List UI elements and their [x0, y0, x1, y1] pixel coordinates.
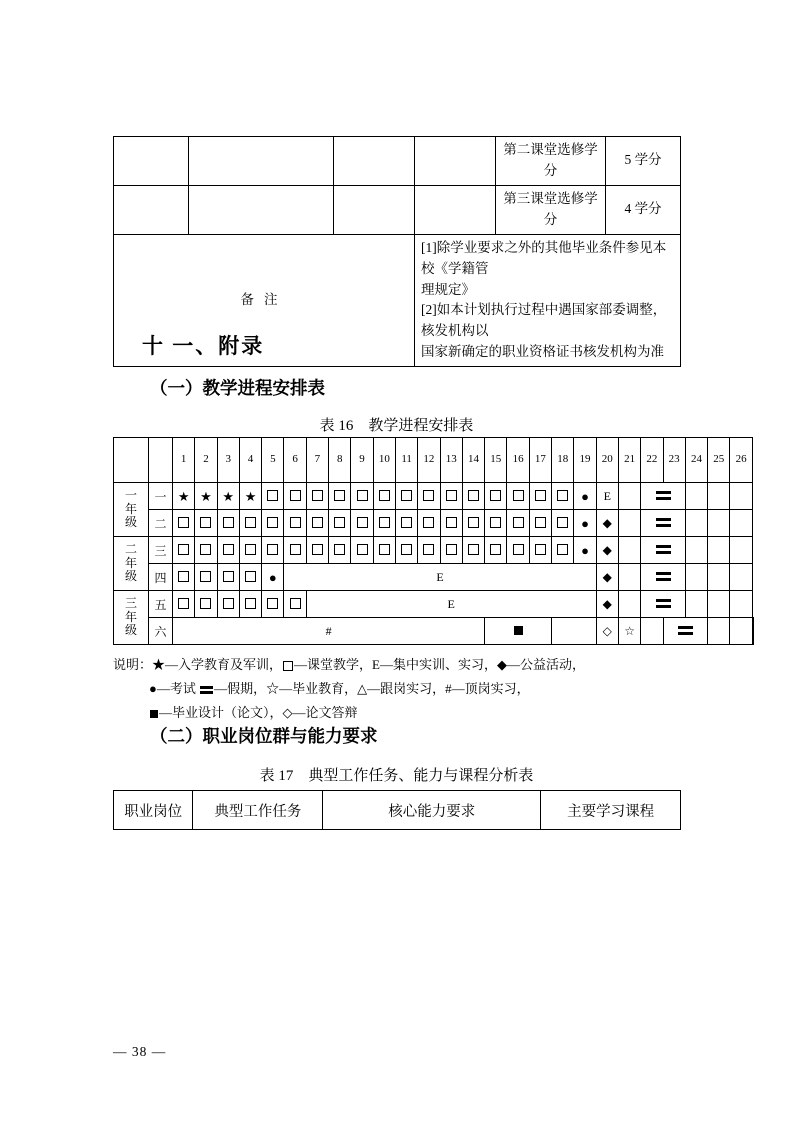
- mark-empty: [730, 564, 752, 591]
- mark-class: [217, 591, 239, 618]
- mark-class: [284, 537, 306, 564]
- mark-exam: ●: [574, 537, 596, 564]
- week-number: 18: [557, 453, 569, 466]
- mark-class: [507, 510, 529, 537]
- mark-holiday: [641, 564, 686, 591]
- table-17-caption: [0, 764, 793, 785]
- week-number: 5: [270, 453, 276, 466]
- column-header-position: 职业岗位: [114, 791, 193, 830]
- mark-empty: [708, 483, 730, 510]
- mark-public-service: ◆: [596, 510, 618, 537]
- column-header-courses: 主要学习课程: [541, 791, 681, 830]
- week-number: 20: [601, 453, 613, 466]
- week-header: [173, 438, 195, 483]
- mark-class: [552, 510, 574, 537]
- mark-internship-span: #: [173, 618, 485, 645]
- note-line: [1]除学业要求之外的其他毕业条件参见本校《学籍管: [421, 239, 667, 276]
- legend-line-3: [113, 701, 713, 725]
- mark-class: [373, 537, 395, 564]
- mark-exam: ●: [262, 564, 284, 591]
- mark-empty: [685, 591, 707, 618]
- week-number: 9: [359, 453, 365, 466]
- mark-class: [173, 537, 195, 564]
- week-header: [730, 438, 752, 483]
- mark-class: [217, 510, 239, 537]
- semester-label: 一: [149, 483, 173, 510]
- table-row: [114, 510, 754, 537]
- mark-class: [239, 564, 261, 591]
- week-number: 4: [247, 453, 254, 466]
- mark-empty: [730, 591, 752, 618]
- blank-cell: [334, 185, 415, 234]
- mark-public-service: ◆: [596, 564, 618, 591]
- mark-class: [262, 483, 284, 510]
- legend-line-2: [113, 677, 713, 701]
- mark-empty: [618, 510, 640, 537]
- week-number: 1: [180, 453, 187, 466]
- table-17-caption-text: 表 17 典型工作任务、能力与课程分析表: [259, 768, 534, 784]
- mark-class: [239, 537, 261, 564]
- table-header-row: [114, 438, 754, 483]
- note-line: 理规定》: [421, 281, 475, 297]
- mark-class: [395, 537, 417, 564]
- legend-text-2c: ☆—毕业教育，△—跟岗实习，#—顶岗实习，: [266, 681, 530, 697]
- mark-training-span: E: [284, 564, 596, 591]
- mark-empty: [730, 510, 752, 537]
- week-number: 2: [203, 453, 209, 466]
- mark-class: [306, 510, 328, 537]
- mark-class: [395, 510, 417, 537]
- week-header: [462, 438, 484, 483]
- semester-label: 六: [149, 618, 173, 645]
- class-square-icon: [283, 661, 293, 671]
- legend-prefix: 说明：: [113, 657, 153, 672]
- mark-class: [239, 591, 261, 618]
- mark-class: [329, 483, 351, 510]
- schedule-legend: [113, 653, 713, 725]
- mark-graduation-design: [485, 618, 552, 645]
- mark-class: [373, 483, 395, 510]
- mark-class: [306, 483, 328, 510]
- mark-holiday: [641, 591, 686, 618]
- subsection-heading-b: （二）职业岗位群与能力要求: [150, 726, 378, 746]
- week-number: 17: [534, 453, 546, 466]
- semester-label: 三: [149, 537, 173, 564]
- note-label: 备注: [114, 234, 415, 367]
- table-16-caption-text: 表 16 教学进程安排表: [319, 418, 474, 434]
- blank-cell: [114, 185, 189, 234]
- mark-star: ★: [239, 483, 261, 510]
- mark-class: [239, 510, 261, 537]
- mark-empty: [618, 483, 640, 510]
- mark-class: [195, 510, 217, 537]
- week-header: [440, 438, 462, 483]
- mark-public-service: ◆: [596, 537, 618, 564]
- legend-line-1: [113, 653, 713, 677]
- mark-class: [351, 537, 373, 564]
- week-number: 7: [314, 453, 321, 466]
- mark-class: [418, 510, 440, 537]
- mark-training: E: [596, 483, 618, 510]
- mark-class: [351, 510, 373, 537]
- mark-class: [373, 510, 395, 537]
- mark-empty: [618, 564, 640, 591]
- mark-class: [462, 510, 484, 537]
- blank-cell: [415, 185, 496, 234]
- table-row: [114, 137, 681, 186]
- mark-class: [329, 510, 351, 537]
- week-number: 22: [646, 453, 658, 466]
- mark-class: [195, 591, 217, 618]
- legend-text-2b: —假期，: [214, 681, 267, 697]
- filled-square-icon: [150, 710, 158, 718]
- mark-holiday: [641, 510, 686, 537]
- mark-empty: [685, 537, 707, 564]
- mark-empty: [641, 618, 663, 645]
- week-number: 8: [336, 453, 343, 466]
- mark-class: [284, 483, 306, 510]
- mark-class: [418, 537, 440, 564]
- mark-empty: [730, 537, 752, 564]
- mark-exam: ●: [574, 483, 596, 510]
- week-header: [262, 438, 284, 483]
- mark-class: [284, 591, 306, 618]
- mark-holiday: [641, 537, 686, 564]
- mark-thesis-defense: ◇: [596, 618, 618, 645]
- week-number: 12: [423, 453, 435, 466]
- week-header: [507, 438, 529, 483]
- week-number: 14: [468, 453, 479, 466]
- week-number: 10: [378, 453, 390, 466]
- column-header-task: 典型工作任务: [193, 791, 323, 830]
- table-row: [114, 483, 754, 510]
- job-position-analysis-table: [113, 790, 681, 830]
- week-header: [329, 438, 351, 483]
- mark-empty: [708, 537, 730, 564]
- week-header: [351, 438, 373, 483]
- semester-label: 四: [149, 564, 173, 591]
- mark-class: [173, 564, 195, 591]
- mark-class: [173, 591, 195, 618]
- week-header: [217, 438, 239, 483]
- mark-class: [217, 537, 239, 564]
- mark-empty: [730, 483, 752, 510]
- mark-class: [195, 564, 217, 591]
- mark-holiday: [641, 483, 686, 510]
- mark-star: ★: [217, 483, 239, 510]
- semester-label: 二: [149, 510, 173, 537]
- mark-class: [440, 537, 462, 564]
- mark-empty: [618, 537, 640, 564]
- week-number: 21: [624, 453, 636, 466]
- credit-label: 第三课堂选修学分: [496, 185, 606, 234]
- mark-class: [217, 564, 239, 591]
- week-number: 19: [579, 453, 591, 466]
- mark-class: [418, 483, 440, 510]
- credit-value: 5 学分: [606, 137, 681, 186]
- table-row: [114, 591, 754, 618]
- week-number: 23: [668, 453, 680, 466]
- week-header: [529, 438, 551, 483]
- mark-class: [395, 483, 417, 510]
- mark-class: [195, 537, 217, 564]
- mark-class: [529, 510, 551, 537]
- mark-empty: [685, 510, 707, 537]
- blank-cell: [189, 137, 334, 186]
- week-number: 26: [735, 453, 747, 466]
- mark-class: [462, 483, 484, 510]
- note-line: [2]如本计划执行过程中遇国家部委调整，核发机构以: [421, 302, 667, 339]
- week-header: [373, 438, 395, 483]
- mark-class: [262, 591, 284, 618]
- table-16-caption: [0, 414, 793, 435]
- mark-class: [529, 537, 551, 564]
- week-header: [685, 438, 707, 483]
- week-number: 15: [490, 453, 502, 466]
- year-label-2: 二 年 级: [114, 537, 149, 591]
- mark-empty: [552, 618, 597, 645]
- legend-text-3: —毕业设计（论文），◇—论文答辩: [159, 705, 358, 721]
- week-header: [574, 438, 596, 483]
- mark-class: [552, 537, 574, 564]
- table-row: [114, 618, 754, 645]
- table-header-row: [114, 791, 681, 830]
- column-header-ability: 核心能力要求: [323, 791, 541, 830]
- mark-empty: [708, 510, 730, 537]
- mark-class: [351, 483, 373, 510]
- legend-text-2a: ●—考试: [149, 681, 200, 697]
- week-header: [485, 438, 507, 483]
- mark-class: [462, 537, 484, 564]
- mark-class: [440, 510, 462, 537]
- mark-class: [284, 510, 306, 537]
- mark-class: [306, 537, 328, 564]
- table-row: [114, 564, 754, 591]
- teaching-schedule-table: [113, 437, 754, 645]
- week-number: 13: [445, 453, 457, 466]
- week-header: [395, 438, 417, 483]
- blank-cell: [189, 185, 334, 234]
- section-heading: 十 一、附录: [142, 334, 265, 358]
- note-line: 国家新确定的职业资格证书核发机构为准: [421, 344, 664, 360]
- week-header: [306, 438, 328, 483]
- table-row: [114, 185, 681, 234]
- week-header: [708, 438, 730, 483]
- week-header: [618, 438, 640, 483]
- mark-class: [507, 537, 529, 564]
- week-header: [284, 438, 306, 483]
- mark-class: [262, 537, 284, 564]
- mark-public-service: ◆: [596, 591, 618, 618]
- legend-text-1b: —课堂教学，E—集中实训、实习，◆—公益活动，: [294, 657, 585, 672]
- week-header: [195, 438, 217, 483]
- week-number: 24: [690, 453, 702, 466]
- mark-graduation-education: ☆: [618, 618, 640, 645]
- mark-empty: [708, 564, 730, 591]
- week-header: [641, 438, 663, 483]
- mark-empty: [708, 591, 730, 618]
- mark-star: ★: [195, 483, 217, 510]
- page-number: — 38 —: [113, 1044, 167, 1059]
- corner-cell-2: [149, 438, 173, 483]
- year-label-3: 三 年 级: [114, 591, 149, 645]
- blank-cell: [114, 137, 189, 186]
- mark-class: [507, 483, 529, 510]
- blank-cell: [334, 137, 415, 186]
- mark-class: [173, 510, 195, 537]
- mark-class: [262, 510, 284, 537]
- mark-class: [329, 537, 351, 564]
- semester-label: 五: [149, 591, 173, 618]
- mark-training-span: E: [306, 591, 596, 618]
- week-header: [663, 438, 685, 483]
- mark-class: [529, 483, 551, 510]
- week-number: 16: [512, 453, 524, 466]
- corner-cell: [114, 438, 149, 483]
- mark-class: [485, 483, 507, 510]
- week-header: [596, 438, 618, 483]
- mark-class: [552, 483, 574, 510]
- mark-class: [485, 537, 507, 564]
- mark-empty: [685, 564, 707, 591]
- mark-star: ★: [173, 483, 195, 510]
- mark-class: [485, 510, 507, 537]
- mark-holiday: [663, 618, 708, 645]
- mark-empty: [752, 618, 753, 645]
- week-header: [552, 438, 574, 483]
- mark-empty: [685, 483, 707, 510]
- legend-text-1a: ★—入学教育及军训，: [152, 657, 283, 672]
- blank-cell: [415, 137, 496, 186]
- week-number: 3: [225, 453, 231, 466]
- mark-empty: [708, 618, 730, 645]
- week-number: 25: [713, 453, 725, 466]
- year-label-1: 一 年 级: [114, 483, 149, 537]
- holiday-bar-icon: [200, 686, 213, 694]
- week-header: [239, 438, 261, 483]
- table-row: [114, 537, 754, 564]
- mark-exam: ●: [574, 510, 596, 537]
- week-number: 11: [401, 453, 412, 466]
- week-header: [418, 438, 440, 483]
- mark-empty: [618, 591, 640, 618]
- subsection-heading-a: （一）教学进程安排表: [150, 378, 325, 398]
- credit-value: 4 学分: [606, 185, 681, 234]
- note-content: [415, 234, 681, 367]
- mark-empty: [730, 618, 752, 645]
- mark-class: [440, 483, 462, 510]
- week-number: 6: [292, 453, 298, 466]
- credit-label: 第二课堂选修学分: [496, 137, 606, 186]
